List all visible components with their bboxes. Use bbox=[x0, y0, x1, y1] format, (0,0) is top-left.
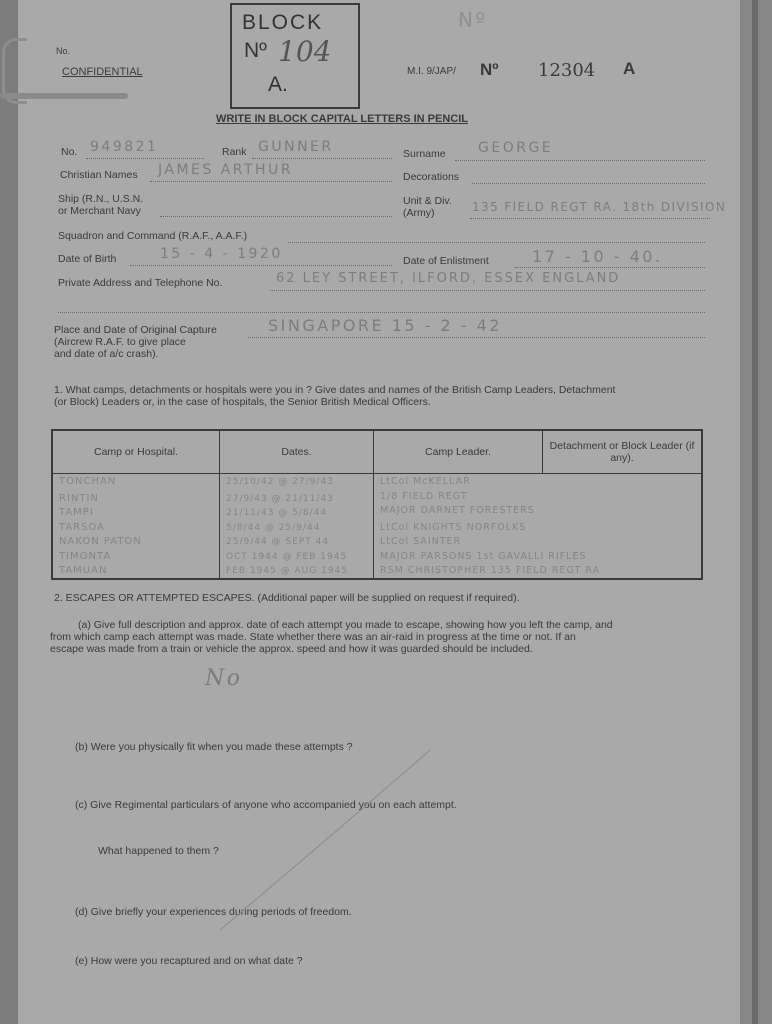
leader-entry: 1/8 FIELD REGT bbox=[380, 490, 468, 502]
no-value: 949821 bbox=[90, 139, 159, 155]
leader-entry: MAJOR DARNET FORESTERS bbox=[380, 505, 535, 516]
camps-table bbox=[51, 429, 703, 580]
dob-label: Date of Birth bbox=[58, 253, 117, 265]
rank-value: GUNNER bbox=[258, 139, 334, 155]
unit-label-1: Unit & Div. bbox=[403, 195, 452, 207]
surname-value: GEORGE bbox=[478, 140, 554, 156]
date-entry: 5/8/44 @ 25/9/44 bbox=[226, 522, 321, 533]
handwritten-no: Nº bbox=[458, 8, 488, 32]
block-letter: A. bbox=[268, 73, 288, 96]
q2-a-line-1: (a) Give full description and approx. date of each attempt you made to escape, showing how you left the camp, and bbox=[78, 619, 613, 631]
camp-entry: TIMONTA bbox=[59, 550, 112, 562]
block-no-value: 104 bbox=[278, 35, 332, 68]
q2-a-line-3: escape was made from a train or vehicle the approx. speed and how it was guarded should be included. bbox=[50, 643, 533, 655]
leader-entry: MAJOR PARSONS 1st GAVALLI RIFLES bbox=[380, 550, 587, 562]
leader-entry: LtCol KNIGHTS NORFOLKS bbox=[380, 521, 527, 533]
date-entry: FEB 1945 @ AUG 1945 bbox=[226, 566, 349, 576]
no-label: No. bbox=[61, 146, 78, 158]
header-detachment-leader: Detachment or Block Leader (if any). bbox=[543, 430, 703, 474]
form-no-label: Nº bbox=[480, 60, 499, 79]
header-dates: Dates. bbox=[220, 430, 374, 474]
camp-entry: TARSOA bbox=[59, 521, 106, 533]
binding-string bbox=[0, 93, 128, 99]
camp-entry: TAMUAN bbox=[59, 565, 108, 576]
christian-names-value: JAMES ARTHUR bbox=[158, 162, 294, 178]
camp-entry: RINTIN bbox=[59, 492, 99, 504]
enlistment-label: Date of Enlistment bbox=[403, 255, 489, 267]
date-entry: 25/10/42 @ 27/9/43 bbox=[226, 477, 334, 487]
dob-value: 15 - 4 - 1920 bbox=[160, 246, 283, 262]
q2-a-answer: No bbox=[205, 666, 243, 691]
ship-label-2: or Merchant Navy bbox=[58, 205, 141, 217]
mi-reference: M.I. 9/JAP/ bbox=[407, 66, 456, 77]
camp-entry: TONCHAN bbox=[59, 476, 117, 487]
capture-label-2: (Aircrew R.A.F. to give place bbox=[54, 336, 186, 348]
date-entry: 25/9/44 @ SEPT 44 bbox=[226, 537, 330, 547]
folder-edge-shadow bbox=[752, 0, 758, 1024]
date-entry: 27/9/43 @ 21/11/43 bbox=[226, 493, 334, 504]
capture-label-1: Place and Date of Original Capture bbox=[54, 324, 217, 336]
q2-a-line-2: from which camp each attempt was made. State whether there was an air-raid in progress at the time or not. If an bbox=[50, 631, 576, 643]
unit-value: 135 FIELD REGT RA. 18th DIVISION bbox=[472, 200, 727, 214]
block-number-box bbox=[230, 3, 360, 109]
address-label: Private Address and Telephone No. bbox=[58, 277, 223, 289]
q1-text-1: 1. What camps, detachments or hospitals were you in ? Give dates and names of the British Camp Leaders, Detachment bbox=[54, 384, 616, 396]
surname-label: Surname bbox=[403, 148, 446, 160]
christian-names-label: Christian Names bbox=[60, 169, 138, 181]
capture-label-3: and date of a/c crash). bbox=[54, 348, 159, 360]
header-camp: Camp or Hospital. bbox=[52, 430, 220, 474]
camp-column bbox=[52, 474, 220, 579]
decorations-label: Decorations bbox=[403, 171, 460, 183]
address-value: 62 LEY STREET, ILFORD, ESSEX ENGLAND bbox=[276, 271, 621, 286]
rank-label: Rank bbox=[222, 146, 247, 158]
form-number: 12304 bbox=[538, 60, 596, 81]
confidential-prefix: No. bbox=[56, 46, 71, 56]
block-no-label: Nº bbox=[244, 39, 267, 62]
instruction-heading: WRITE IN BLOCK CAPITAL LETTERS IN PENCIL bbox=[216, 113, 468, 125]
q2-b: (b) Were you physically fit when you made these attempts ? bbox=[75, 741, 353, 753]
q2-d: (d) Give briefly your experiences during periods of freedom. bbox=[75, 906, 352, 918]
dates-column bbox=[220, 474, 374, 579]
leader-entry: RSM CHRISTOPHER 135 FIELD REGT RA bbox=[380, 565, 601, 576]
squadron-label: Squadron and Command (R.A.F., A.A.F.) bbox=[58, 230, 248, 242]
q1-text-2: (or Block) Leaders or, in the case of hospitals, the Senior British Medical Officers. bbox=[54, 396, 431, 408]
leader-entry: LtCol SAINTER bbox=[380, 536, 462, 547]
pencil-stroke bbox=[200, 740, 460, 940]
block-label: BLOCK bbox=[242, 11, 324, 34]
form-letter: A bbox=[623, 59, 636, 78]
q2-title: 2. ESCAPES OR ATTEMPTED ESCAPES. (Additional paper will be supplied on request if required). bbox=[54, 592, 520, 604]
q2-c-followup: What happened to them ? bbox=[98, 845, 219, 857]
q2-c: (c) Give Regimental particulars of anyone who accompanied you on each attempt. bbox=[75, 799, 457, 811]
q2-e: (e) How were you recaptured and on what date ? bbox=[75, 955, 303, 967]
camp-entry: NAKON PATON bbox=[59, 536, 142, 547]
date-entry: 21/11/43 @ 5/8/44 bbox=[226, 508, 328, 518]
confidential-label: CONFIDENTIAL bbox=[62, 66, 143, 78]
capture-value: SINGAPORE 15 - 2 - 42 bbox=[268, 316, 503, 335]
header-camp-leader: Camp Leader. bbox=[374, 430, 543, 474]
folder-spine bbox=[0, 0, 20, 1024]
ship-label-1: Ship (R.N., U.S.N. bbox=[58, 193, 144, 205]
unit-label-2: (Army) bbox=[403, 207, 435, 219]
date-entry: OCT 1944 @ FEB 1945 bbox=[226, 551, 348, 562]
leader-entry: LtCol McKELLAR bbox=[380, 476, 471, 487]
leader-column bbox=[374, 474, 703, 579]
camp-entry: TAMPI bbox=[59, 507, 94, 518]
enlistment-value: 17 - 10 - 40. bbox=[532, 247, 663, 266]
